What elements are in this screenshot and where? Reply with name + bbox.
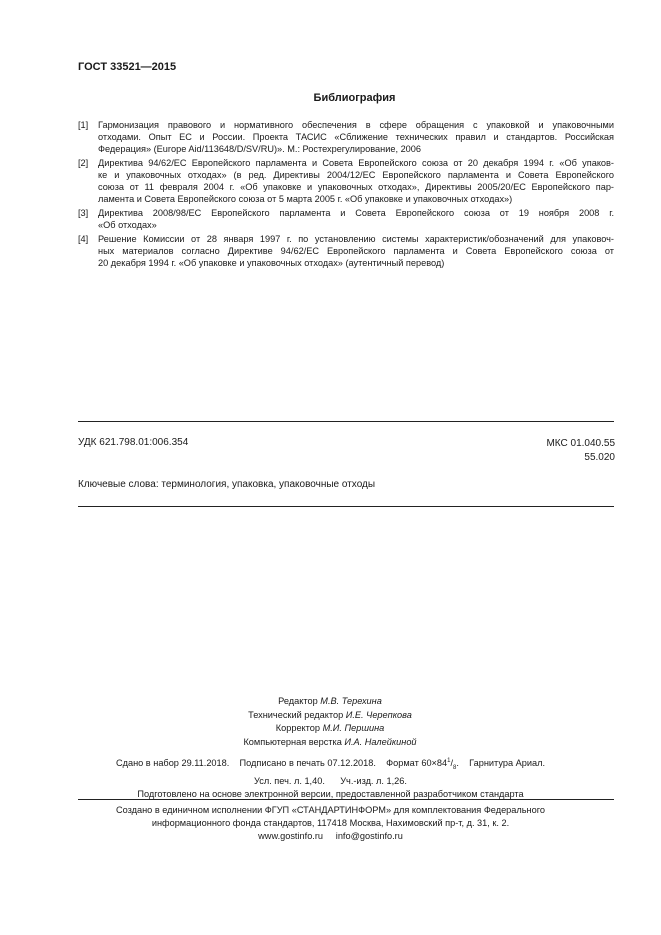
credit-name: М.И. Першина <box>322 723 385 733</box>
text-line: 20 декабря 1994 г. «Об упаковке и упаковочных отходах» (аутентичный перевод) <box>98 258 445 268</box>
credit-role: Компьютерная верстка <box>243 736 342 747</box>
bibliography-item-number: [2] <box>78 158 89 168</box>
document-id: ГОСТ 33521—2015 <box>78 61 177 73</box>
text-line: ке и упаковочных отходах» (в ред. Директивы 2004/12/ЕС Европейского парламента и Совета Европейского <box>98 170 614 180</box>
text-line: Гармонизация правового и нормативного обеспечения в сфере обращения с упаковкой и упаковочными <box>98 120 614 130</box>
keywords: Ключевые слова: терминология, упаковка, упаковочные отходы <box>78 479 376 490</box>
format-denominator: 8 <box>453 764 457 771</box>
bibliography-item-number: [1] <box>78 120 89 130</box>
text-line: Директива 94/62/ЕС Европейского парламента и Совета Европейского союза от 20 декабря 1994 г. «Об упаков- <box>98 158 614 168</box>
printing-line: Создано в единичном исполнении ФГУП «СТАНДАРТИНФОРМ» для комплектования Федерального <box>115 805 545 815</box>
text-line: Директива 2008/98/ЕС Европейского парламента и Совета Европейского союза от 19 ноября 2008 г. <box>98 208 614 218</box>
bibliography-item <box>78 207 614 231</box>
bibliography-item <box>78 157 614 205</box>
text-line: «Об отходах» <box>98 220 157 230</box>
credit-line <box>243 736 416 750</box>
credit-line <box>248 709 412 723</box>
bibliography-item-text <box>98 207 614 231</box>
publication-line: Сдано в набор 29.11.2018. Подписано в печать 07.12.2018. Формат $60\times 84^1/_8$. Гарнитура Ариал. <box>115 758 546 771</box>
publication-line: Усл. печ. л. 1,40. Уч.-изд. л. 1,26. <box>254 775 407 786</box>
mks-code <box>546 437 615 465</box>
bibliography-item-text <box>98 233 614 269</box>
publication-text: . Гарнитура Ариал. <box>456 758 546 769</box>
bibliography-item <box>78 119 614 155</box>
printing-line: информационного фонда стандартов, 117418 Москва, Нахимовский пр-т, д. 31, к. 2. <box>151 818 510 828</box>
text-line: Решение Комиссии от 28 января 1997 г. по установлению системы характеристик/обозначений для упаковоч- <box>98 234 614 244</box>
bibliography-item-number: [3] <box>78 208 89 218</box>
bibliography-list <box>78 119 614 271</box>
printing-line: www.gostinfo.ru info@gostinfo.ru <box>258 831 403 841</box>
text-line: Федерация» (Europe Aid/113648/D/SV/RU)». М.: Ростехрегулирование, 2006 <box>98 144 422 154</box>
credit-name: И.А. Налейкиной <box>344 736 417 747</box>
divider-print <box>78 799 614 800</box>
publication-text: Сдано в набор 29.11.2018. Подписано в печать 07.12.2018. Формат 60×84 <box>115 758 448 769</box>
divider-top <box>78 421 614 422</box>
publication-info <box>0 755 661 801</box>
bibliography-item <box>78 233 614 269</box>
bibliography-item-text <box>98 157 614 205</box>
divider-bottom <box>78 506 614 507</box>
bibliography-title: Библиография <box>313 92 396 104</box>
credit-line <box>278 695 382 709</box>
credit-name: М.В. Терехина <box>320 696 382 706</box>
credit-name: И.Е. Черепкова <box>345 709 412 720</box>
bibliography-item-number: [4] <box>78 234 89 244</box>
bibliography-item-text <box>98 119 614 155</box>
publication-line: Подготовлено на основе электронной версии, предоставленной разработчиком стандарта <box>137 788 524 799</box>
text-line: союза от 11 февраля 2004 г. «Об упаковке и упаковочных отходах», Директивы 2005/20/ЕС Европейского пар- <box>98 182 614 192</box>
udk-code: УДК 621.798.01:006.354 <box>78 437 189 448</box>
credit-role: Редактор <box>278 696 318 706</box>
text-line: ных материалов согласно Директиве 94/62/ЕС Европейского парламента и Совета Европейского союза от <box>98 246 614 256</box>
credit-line <box>276 722 384 736</box>
credit-role: Корректор <box>275 723 321 733</box>
mks-line: 55.020 <box>584 452 615 463</box>
mks-line: МКС 01.040.55 <box>546 438 615 449</box>
credits-block <box>0 695 661 749</box>
printing-info <box>0 804 661 843</box>
credit-role: Технический редактор <box>248 709 344 720</box>
text-line: ламента и Совета Европейского союза от 5 марта 2005 г. «Об упаковке и упаковочных отходах») <box>98 194 513 204</box>
text-line: отходами. Опыт ЕС и России. Проекта ТАСИС «Сближение технических правил и стандартов. Российская <box>98 132 614 142</box>
format-numerator: 1 <box>447 758 451 764</box>
